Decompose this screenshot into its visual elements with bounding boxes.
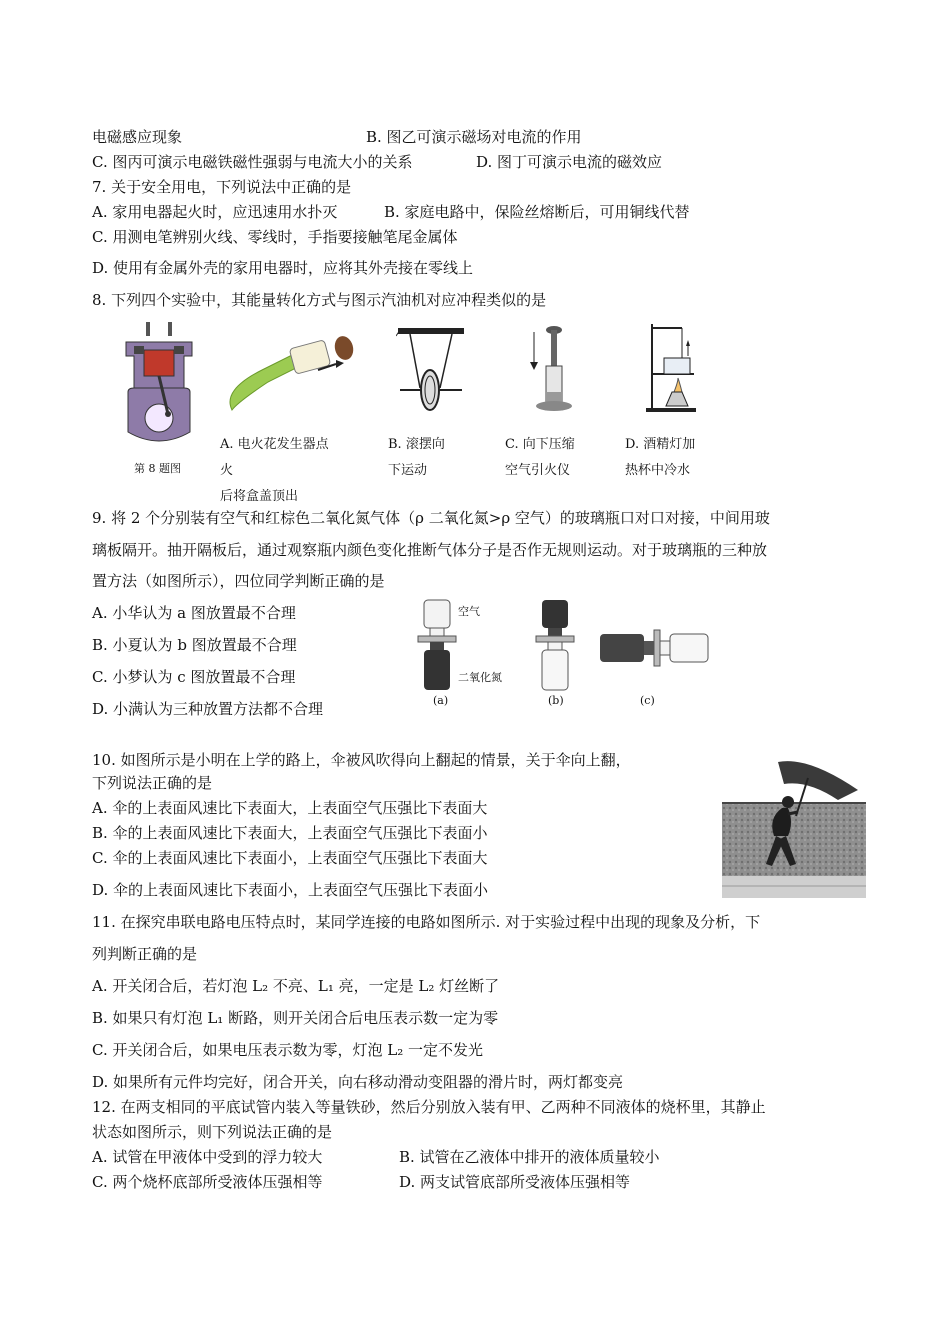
q7-option-a: A. 家用电器起火时，应迅速用水扑灭	[92, 203, 338, 221]
q9-option-b: B. 小夏认为 b 图放置最不合理	[92, 636, 297, 654]
q11-option-b: B. 如果只有灯泡 L₁ 断路，则开关闭合后电压表示数一定为零	[92, 1009, 499, 1027]
engine-figure	[118, 322, 200, 444]
q8-option-d-line1: D. 酒精灯加	[625, 437, 696, 452]
q9-stem-line2: 璃板隔开。抽开隔板后，通过观察瓶内颜色变化推断气体分子是否作无规则运动。对于玻璃瓶的三种放	[92, 541, 768, 559]
q9-stem-line1: 9. 将 2 个分别装有空气和红棕色二氧化氮气体（ρ 二氧化氮>ρ 空气）的玻璃瓶口对口对接，中间用玻	[92, 509, 770, 527]
q12-option-a: A. 试管在甲液体中受到的浮力较大	[92, 1148, 323, 1166]
q9-label-c: (c)	[640, 694, 655, 707]
q8-option-c-line1: C. 向下压缩	[505, 437, 575, 452]
q7-option-b: B. 家庭电路中，保险丝熔断后，可用铜线代替	[384, 203, 690, 221]
q9-option-d: D. 小满认为三种放置方法都不合理	[92, 700, 324, 718]
q8-option-a-line2: 火	[220, 463, 234, 478]
q9-label-air: 空气	[458, 605, 480, 618]
q8-option-b-line1: B. 滚摆向	[388, 437, 445, 452]
q8-figure-caption: 第 8 题图	[134, 462, 181, 475]
q10-option-d: D. 伞的上表面风速比下表面小，上表面空气压强比下表面小	[92, 881, 489, 899]
q10-option-b: B. 伞的上表面风速比下表面大，上表面空气压强比下表面小	[92, 824, 488, 842]
q6-line-a: 电磁感应现象	[92, 128, 183, 146]
q8-option-d-line2: 热杯中冷水	[625, 463, 691, 478]
q9-stem-line3: 置方法（如图所示），四位同学判断正确的是	[92, 572, 385, 590]
q6-option-d: D. 图丁可演示电流的磁效应	[476, 153, 663, 171]
q9-option-c: C. 小梦认为 c 图放置最不合理	[92, 668, 296, 686]
q8-option-a-line1: A. 电火花发生器点	[220, 437, 329, 452]
q6-option-c: C. 图丙可演示电磁铁磁性强弱与电流大小的关系	[92, 153, 413, 171]
q10-stem-line1: 10. 如图所示是小明在上学的路上，伞被风吹得向上翻起的情景，关于伞向上翻，	[92, 751, 631, 769]
q9-label-no2: 二氧化氮	[458, 671, 502, 684]
q11-stem-line1: 11. 在探究串联电路电压特点时，某同学连接的电路如图所示. 对于实验过程中出现的现象及分析，下	[92, 913, 761, 931]
q12-stem-line1: 12. 在两支相同的平底试管内装入等量铁砂，然后分别放入装有甲、乙两种不同液体的烧杯里，其静止	[92, 1098, 766, 1116]
q12-option-b: B. 试管在乙液体中排开的液体质量较小	[399, 1148, 660, 1166]
q11-option-c: C. 开关闭合后，如果电压表示数为零，灯泡 L₂ 一定不发光	[92, 1041, 483, 1059]
q8-option-a-line3: 后将盒盖顶出	[220, 489, 299, 504]
q7-option-c: C. 用测电笔辨别火线、零线时，手指要接触笔尾金属体	[92, 228, 458, 246]
q9-option-a: A. 小华认为 a 图放置最不合理	[92, 604, 296, 622]
q8-option-b-line2: 下运动	[388, 463, 428, 478]
q7-option-d: D. 使用有金属外壳的家用电器时，应将其外壳接在零线上	[92, 259, 474, 277]
q7-stem: 7. 关于安全用电，下列说法中正确的是	[92, 178, 352, 196]
q12-stem-line2: 状态如图所示，则下列说法正确的是	[92, 1123, 333, 1141]
q8-stem: 8. 下列四个实验中，其能量转化方式与图示汽油机对应冲程类似的是	[92, 291, 547, 309]
q8-option-c-line2: 空气引火仪	[505, 463, 571, 478]
q12-option-d: D. 两支试管底部所受液体压强相等	[399, 1173, 631, 1191]
q12-option-c: C. 两个烧杯底部所受液体压强相等	[92, 1173, 323, 1191]
q11-option-d: D. 如果所有元件均完好，闭合开关，向右移动滑动变阻器的滑片时，两灯都变亮	[92, 1073, 624, 1091]
maxwell-wheel-figure	[396, 326, 466, 416]
alcohol-lamp-figure	[642, 322, 702, 414]
spark-generator-figure	[222, 330, 362, 420]
q11-stem-line2: 列判断正确的是	[92, 945, 198, 963]
umbrella-photo	[722, 758, 866, 898]
q9-label-a: (a)	[433, 694, 449, 707]
q10-option-a: A. 伞的上表面风速比下表面大，上表面空气压强比下表面大	[92, 799, 488, 817]
q10-option-c: C. 伞的上表面风速比下表面小，上表面空气压强比下表面大	[92, 849, 488, 867]
q9-label-b: (b)	[548, 694, 564, 707]
air-compression-figure	[528, 322, 578, 414]
q11-option-a: A. 开关闭合后，若灯泡 L₂ 不亮、L₁ 亮，一定是 L₂ 灯丝断了	[92, 977, 500, 995]
q10-stem-line2: 下列说法正确的是	[92, 774, 213, 792]
q6-option-b: B. 图乙可演示磁场对电流的作用	[366, 128, 582, 146]
